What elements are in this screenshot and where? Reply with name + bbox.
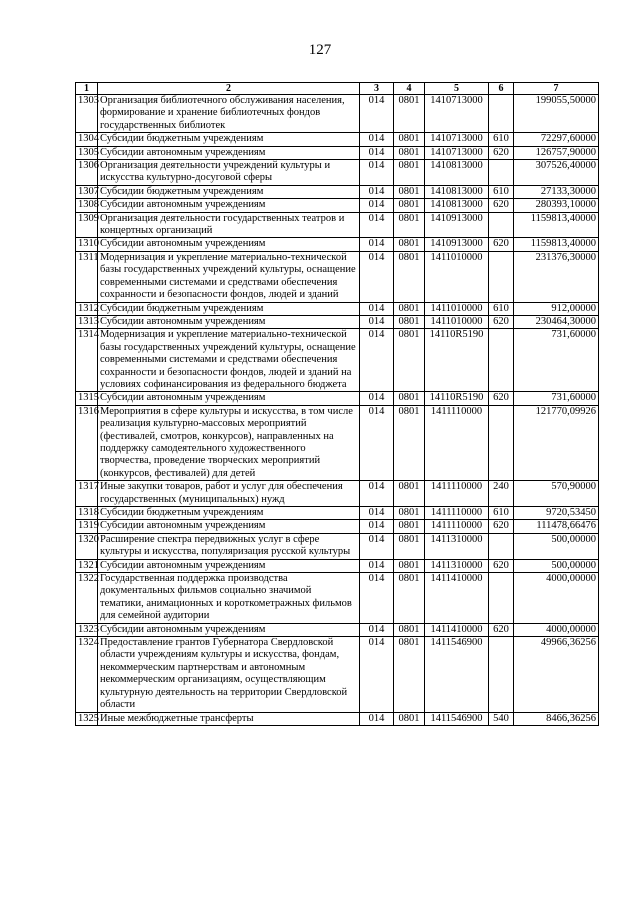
expense-type-code bbox=[489, 533, 514, 559]
row-description: Иные межбюджетные трансферты bbox=[98, 712, 360, 725]
table-row bbox=[76, 637, 599, 712]
table-row bbox=[76, 160, 599, 186]
row-description: Мероприятия в сфере культуры и искусства, в том числе реализация культурно-массовых мероприятий (фестивалей, смотров, конкурсов), направленных на поддержку самодеятельного художественного творчества, проведение творческих мероприятий (конкурсов, фестивалей) для детей bbox=[98, 405, 360, 480]
table-row bbox=[76, 329, 599, 392]
expense-type-code: 610 bbox=[489, 133, 514, 146]
row-description: Субсидии автономным учреждениям bbox=[98, 146, 360, 159]
table-row bbox=[76, 533, 599, 559]
row-description: Предоставление грантов Губернатора Свердловской области учреждениям культуры и искусства, фондам, некоммерческим партнерствам и автономным некоммерческим организациям, осуществляющим культурную деятельность на территории Свердловской области bbox=[98, 637, 360, 712]
amount: 570,90000 bbox=[514, 481, 599, 507]
row-description: Субсидии бюджетным учреждениям bbox=[98, 302, 360, 315]
amount: 1159813,40000 bbox=[514, 212, 599, 238]
table-row bbox=[76, 712, 599, 725]
table-row bbox=[76, 405, 599, 480]
expense-type-code: 620 bbox=[489, 520, 514, 533]
row-description: Иные закупки товаров, работ и услуг для обеспечения государственных (муниципальных) нужд bbox=[98, 481, 360, 507]
row-number: 1321 bbox=[76, 559, 98, 572]
row-description: Модернизация и укрепление материально-технической базы государственных учреждений культуры, оснащение современными системами и средствами обеспечения сохранности и безопасности фондов, людей и зданий на условиях софинансирования из федерального бюджета bbox=[98, 329, 360, 392]
row-number: 1314 bbox=[76, 329, 98, 392]
row-description: Субсидии бюджетным учреждениям bbox=[98, 507, 360, 520]
section-code: 0801 bbox=[394, 133, 425, 146]
amount: 231376,30000 bbox=[514, 251, 599, 302]
row-description: Государственная поддержка производства документальных фильмов социально значимой тематики, анимационных и короткометражных фильмов для семейной аудитории bbox=[98, 573, 360, 624]
ministry-code: 014 bbox=[360, 392, 394, 405]
table-row bbox=[76, 146, 599, 159]
row-description: Расширение спектра передвижных услуг в сфере культуры и искусства, популяризация русской культуры bbox=[98, 533, 360, 559]
row-number: 1323 bbox=[76, 623, 98, 636]
ministry-code: 014 bbox=[360, 507, 394, 520]
amount: 9720,53450 bbox=[514, 507, 599, 520]
expense-type-code: 620 bbox=[489, 315, 514, 328]
amount: 230464,30000 bbox=[514, 315, 599, 328]
section-code: 0801 bbox=[394, 623, 425, 636]
ministry-code: 014 bbox=[360, 302, 394, 315]
row-number: 1311 bbox=[76, 251, 98, 302]
amount: 4000,00000 bbox=[514, 623, 599, 636]
section-code: 0801 bbox=[394, 302, 425, 315]
table-row bbox=[76, 507, 599, 520]
table-body bbox=[76, 95, 599, 726]
section-code: 0801 bbox=[394, 712, 425, 725]
row-number: 1305 bbox=[76, 146, 98, 159]
expense-type-code: 610 bbox=[489, 302, 514, 315]
expense-type-code bbox=[489, 160, 514, 186]
target-article-code: 1410913000 bbox=[425, 212, 489, 238]
table-row bbox=[76, 185, 599, 198]
table-row bbox=[76, 520, 599, 533]
section-code: 0801 bbox=[394, 481, 425, 507]
header-cell-5: 5 bbox=[425, 83, 489, 95]
target-article-code: 1410713000 bbox=[425, 95, 489, 133]
row-description: Субсидии автономным учреждениям bbox=[98, 520, 360, 533]
target-article-code: 1411546900 bbox=[425, 637, 489, 712]
section-code: 0801 bbox=[394, 185, 425, 198]
row-number: 1316 bbox=[76, 405, 98, 480]
target-article-code: 1410713000 bbox=[425, 133, 489, 146]
section-code: 0801 bbox=[394, 533, 425, 559]
amount: 500,00000 bbox=[514, 533, 599, 559]
ministry-code: 014 bbox=[360, 199, 394, 212]
ministry-code: 014 bbox=[360, 160, 394, 186]
row-number: 1307 bbox=[76, 185, 98, 198]
page-number: 127 bbox=[308, 42, 332, 58]
row-description: Субсидии автономным учреждениям bbox=[98, 559, 360, 572]
amount: 731,60000 bbox=[514, 329, 599, 392]
section-code: 0801 bbox=[394, 637, 425, 712]
target-article-code: 1411010000 bbox=[425, 302, 489, 315]
row-number: 1306 bbox=[76, 160, 98, 186]
row-description: Субсидии автономным учреждениям bbox=[98, 199, 360, 212]
expense-type-code bbox=[489, 329, 514, 392]
header-cell-3: 3 bbox=[360, 83, 394, 95]
ministry-code: 014 bbox=[360, 238, 394, 251]
table-row bbox=[76, 133, 599, 146]
row-number: 1318 bbox=[76, 507, 98, 520]
amount: 731,60000 bbox=[514, 392, 599, 405]
target-article-code: 1411110000 bbox=[425, 405, 489, 480]
ministry-code: 014 bbox=[360, 520, 394, 533]
target-article-code: 1410913000 bbox=[425, 238, 489, 251]
target-article-code: 1411110000 bbox=[425, 507, 489, 520]
ministry-code: 014 bbox=[360, 251, 394, 302]
expense-type-code: 620 bbox=[489, 559, 514, 572]
row-number: 1325 bbox=[76, 712, 98, 725]
row-number: 1304 bbox=[76, 133, 98, 146]
target-article-code: 14110R5190 bbox=[425, 329, 489, 392]
ministry-code: 014 bbox=[360, 405, 394, 480]
row-description: Модернизация и укрепление материально-технической базы государственных учреждений культуры, оснащение современными системами и средствами обеспечения сохранности и безопасности фондов, людей и зданий bbox=[98, 251, 360, 302]
expense-type-code bbox=[489, 95, 514, 133]
target-article-code: 1411410000 bbox=[425, 623, 489, 636]
row-number: 1317 bbox=[76, 481, 98, 507]
row-description: Организация библиотечного обслуживания населения, формирование и хранение библиотечных фондов государственных библиотек bbox=[98, 95, 360, 133]
section-code: 0801 bbox=[394, 146, 425, 159]
amount: 1159813,40000 bbox=[514, 238, 599, 251]
target-article-code: 1411310000 bbox=[425, 533, 489, 559]
target-article-code: 1410713000 bbox=[425, 146, 489, 159]
row-description: Организация деятельности учреждений культуры и искусства культурно-досуговой сферы bbox=[98, 160, 360, 186]
row-description: Субсидии автономным учреждениям bbox=[98, 392, 360, 405]
row-description: Субсидии бюджетным учреждениям bbox=[98, 185, 360, 198]
target-article-code: 1411110000 bbox=[425, 481, 489, 507]
ministry-code: 014 bbox=[360, 481, 394, 507]
target-article-code: 1411010000 bbox=[425, 315, 489, 328]
table-row bbox=[76, 95, 599, 133]
table-row bbox=[76, 199, 599, 212]
section-code: 0801 bbox=[394, 507, 425, 520]
section-code: 0801 bbox=[394, 212, 425, 238]
header-cell-1: 1 bbox=[76, 83, 98, 95]
header-cell-6: 6 bbox=[489, 83, 514, 95]
table-row bbox=[76, 251, 599, 302]
amount: 307526,40000 bbox=[514, 160, 599, 186]
expense-type-code: 620 bbox=[489, 199, 514, 212]
target-article-code: 1411010000 bbox=[425, 251, 489, 302]
expense-type-code bbox=[489, 573, 514, 624]
section-code: 0801 bbox=[394, 160, 425, 186]
section-code: 0801 bbox=[394, 392, 425, 405]
row-number: 1324 bbox=[76, 637, 98, 712]
target-article-code: 1411310000 bbox=[425, 559, 489, 572]
ministry-code: 014 bbox=[360, 573, 394, 624]
ministry-code: 014 bbox=[360, 533, 394, 559]
ministry-code: 014 bbox=[360, 329, 394, 392]
row-number: 1320 bbox=[76, 533, 98, 559]
ministry-code: 014 bbox=[360, 146, 394, 159]
section-code: 0801 bbox=[394, 251, 425, 302]
amount: 4000,00000 bbox=[514, 573, 599, 624]
ministry-code: 014 bbox=[360, 712, 394, 725]
expense-type-code: 610 bbox=[489, 185, 514, 198]
target-article-code: 14110R5190 bbox=[425, 392, 489, 405]
row-number: 1308 bbox=[76, 199, 98, 212]
row-description: Организация деятельности государственных театров и концертных организаций bbox=[98, 212, 360, 238]
ministry-code: 014 bbox=[360, 559, 394, 572]
header-cell-4: 4 bbox=[394, 83, 425, 95]
amount: 49966,36256 bbox=[514, 637, 599, 712]
target-article-code: 1411410000 bbox=[425, 573, 489, 624]
amount: 912,00000 bbox=[514, 302, 599, 315]
row-description: Субсидии бюджетным учреждениям bbox=[98, 133, 360, 146]
table-row bbox=[76, 559, 599, 572]
row-number: 1313 bbox=[76, 315, 98, 328]
target-article-code: 1411110000 bbox=[425, 520, 489, 533]
expense-type-code: 610 bbox=[489, 507, 514, 520]
row-number: 1310 bbox=[76, 238, 98, 251]
amount: 280393,10000 bbox=[514, 199, 599, 212]
ministry-code: 014 bbox=[360, 95, 394, 133]
table-row bbox=[76, 481, 599, 507]
ministry-code: 014 bbox=[360, 315, 394, 328]
table-row bbox=[76, 315, 599, 328]
target-article-code: 1410813000 bbox=[425, 160, 489, 186]
budget-table bbox=[75, 82, 599, 726]
section-code: 0801 bbox=[394, 520, 425, 533]
expense-type-code: 620 bbox=[489, 146, 514, 159]
ministry-code: 014 bbox=[360, 185, 394, 198]
amount: 111478,66476 bbox=[514, 520, 599, 533]
expense-type-code bbox=[489, 405, 514, 480]
table-row bbox=[76, 212, 599, 238]
amount: 126757,90000 bbox=[514, 146, 599, 159]
section-code: 0801 bbox=[394, 238, 425, 251]
row-description: Субсидии автономным учреждениям bbox=[98, 623, 360, 636]
row-number: 1303 bbox=[76, 95, 98, 133]
table-row bbox=[76, 392, 599, 405]
expense-type-code bbox=[489, 251, 514, 302]
target-article-code: 1411546900 bbox=[425, 712, 489, 725]
expense-type-code bbox=[489, 212, 514, 238]
ministry-code: 014 bbox=[360, 637, 394, 712]
row-number: 1312 bbox=[76, 302, 98, 315]
target-article-code: 1410813000 bbox=[425, 185, 489, 198]
table-row bbox=[76, 573, 599, 624]
row-description: Субсидии автономным учреждениям bbox=[98, 238, 360, 251]
target-article-code: 1410813000 bbox=[425, 199, 489, 212]
amount: 500,00000 bbox=[514, 559, 599, 572]
section-code: 0801 bbox=[394, 199, 425, 212]
amount: 121770,09926 bbox=[514, 405, 599, 480]
expense-type-code: 620 bbox=[489, 392, 514, 405]
table-row bbox=[76, 623, 599, 636]
header-cell-7: 7 bbox=[514, 83, 599, 95]
table-row bbox=[76, 302, 599, 315]
ministry-code: 014 bbox=[360, 212, 394, 238]
table-row bbox=[76, 238, 599, 251]
section-code: 0801 bbox=[394, 405, 425, 480]
section-code: 0801 bbox=[394, 559, 425, 572]
header-cell-2: 2 bbox=[98, 83, 360, 95]
section-code: 0801 bbox=[394, 315, 425, 328]
row-number: 1322 bbox=[76, 573, 98, 624]
ministry-code: 014 bbox=[360, 623, 394, 636]
ministry-code: 014 bbox=[360, 133, 394, 146]
amount: 199055,50000 bbox=[514, 95, 599, 133]
amount: 72297,60000 bbox=[514, 133, 599, 146]
expense-type-code: 240 bbox=[489, 481, 514, 507]
expense-type-code: 620 bbox=[489, 238, 514, 251]
amount: 8466,36256 bbox=[514, 712, 599, 725]
expense-type-code: 540 bbox=[489, 712, 514, 725]
header-row bbox=[76, 83, 599, 95]
expense-type-code bbox=[489, 637, 514, 712]
row-description: Субсидии автономным учреждениям bbox=[98, 315, 360, 328]
section-code: 0801 bbox=[394, 573, 425, 624]
row-number: 1309 bbox=[76, 212, 98, 238]
row-number: 1315 bbox=[76, 392, 98, 405]
expense-type-code: 620 bbox=[489, 623, 514, 636]
amount: 27133,30000 bbox=[514, 185, 599, 198]
section-code: 0801 bbox=[394, 95, 425, 133]
section-code: 0801 bbox=[394, 329, 425, 392]
row-number: 1319 bbox=[76, 520, 98, 533]
